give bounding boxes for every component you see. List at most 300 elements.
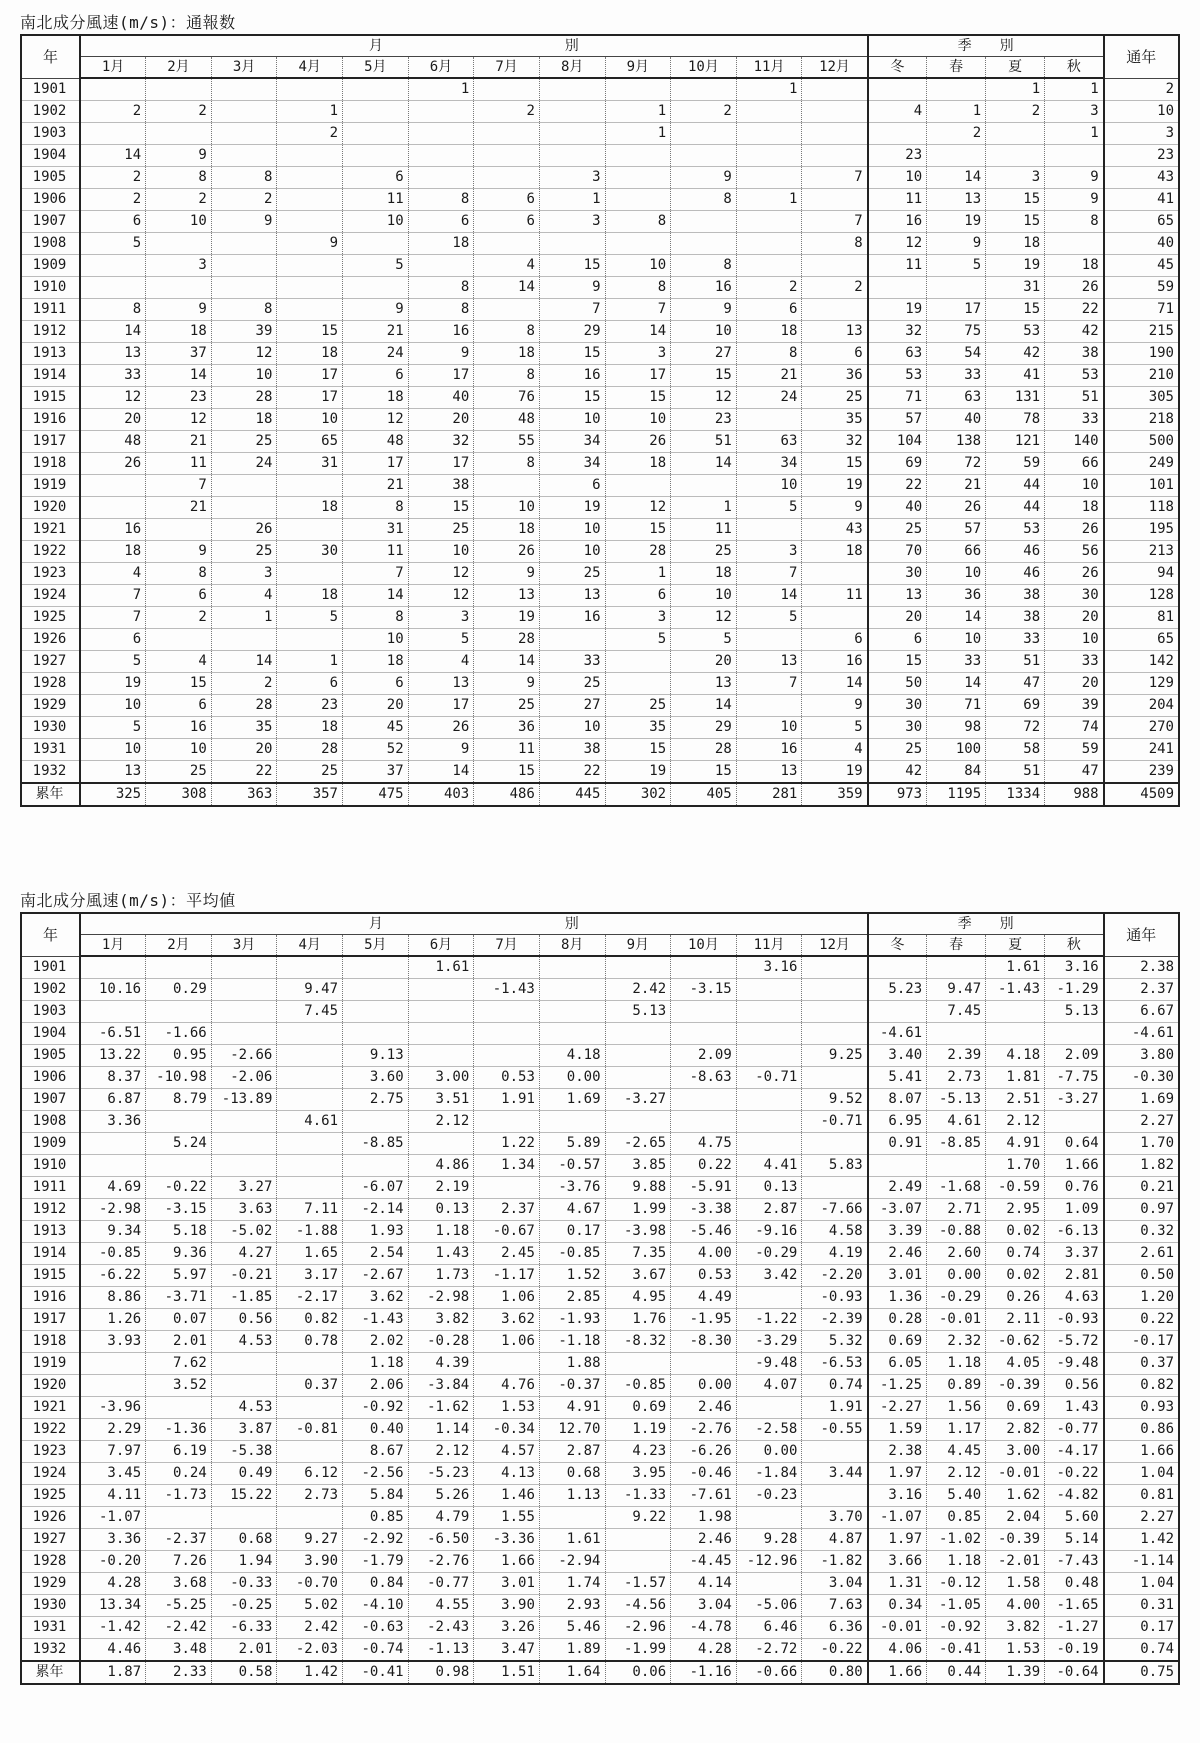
value-cell <box>211 277 277 299</box>
value-cell: 4.23 <box>605 1441 671 1463</box>
table-row <box>21 761 1179 784</box>
value-cell: -1.43 <box>343 1309 409 1331</box>
value-cell: 2.51 <box>986 1089 1045 1111</box>
value-cell: 363 <box>211 783 277 806</box>
value-cell: 9 <box>211 211 277 233</box>
value-cell <box>539 629 605 651</box>
value-cell: 56 <box>1045 541 1104 563</box>
value-cell: 15 <box>986 299 1045 321</box>
value-cell: -8.30 <box>671 1331 737 1353</box>
value-cell: -1.22 <box>736 1309 802 1331</box>
value-cell: 2.49 <box>868 1177 927 1199</box>
value-cell: 3.16 <box>868 1485 927 1507</box>
value-cell: -1.05 <box>927 1595 986 1617</box>
value-cell <box>605 475 671 497</box>
value-cell: 36 <box>927 585 986 607</box>
value-cell <box>146 233 212 255</box>
value-cell: 1.66 <box>474 1551 540 1573</box>
annual-cell: 204 <box>1104 695 1179 717</box>
value-cell <box>802 1023 868 1045</box>
value-cell: 3.66 <box>868 1551 927 1573</box>
value-cell: 8 <box>1045 211 1104 233</box>
value-cell: 1 <box>605 563 671 585</box>
value-cell: -0.01 <box>986 1463 1045 1485</box>
value-cell: 6 <box>802 343 868 365</box>
value-cell: 16 <box>80 519 146 541</box>
value-cell: 4.05 <box>986 1353 1045 1375</box>
value-cell: 10 <box>211 365 277 387</box>
value-cell: 11 <box>671 519 737 541</box>
column-header: 4月 <box>277 57 343 79</box>
column-header: 10月 <box>671 57 737 79</box>
value-cell: 6.19 <box>146 1441 212 1463</box>
value-cell: 18 <box>146 321 212 343</box>
value-cell: 3.60 <box>343 1067 409 1089</box>
value-cell: 4.13 <box>474 1463 540 1485</box>
annual-cell: 0.32 <box>1104 1221 1179 1243</box>
value-cell: 1.53 <box>986 1639 1045 1662</box>
value-cell: 0.69 <box>605 1397 671 1419</box>
mean-value-table <box>20 912 1180 1685</box>
table-row <box>21 1551 1179 1573</box>
value-cell: 281 <box>736 783 802 806</box>
value-cell: 2 <box>211 673 277 695</box>
value-cell: -0.85 <box>605 1375 671 1397</box>
value-cell: 2.12 <box>408 1111 474 1133</box>
value-cell: -10.98 <box>146 1067 212 1089</box>
value-cell: 1.06 <box>474 1287 540 1309</box>
value-cell: 76 <box>474 387 540 409</box>
value-cell: 32 <box>802 431 868 453</box>
value-cell: 1.93 <box>343 1221 409 1243</box>
value-cell <box>736 695 802 717</box>
year-cell: 1923 <box>21 1441 80 1463</box>
value-cell: -1.07 <box>868 1507 927 1529</box>
value-cell: 21 <box>146 431 212 453</box>
table-row <box>21 1287 1179 1309</box>
table-row <box>21 1243 1179 1265</box>
value-cell: 359 <box>802 783 868 806</box>
year-cell: 1927 <box>21 651 80 673</box>
value-cell <box>211 255 277 277</box>
year-cell: 1928 <box>21 1551 80 1573</box>
value-cell: 16 <box>671 277 737 299</box>
value-cell: 3.04 <box>671 1595 737 1617</box>
value-cell: 2 <box>474 101 540 123</box>
annual-cell: 190 <box>1104 343 1179 365</box>
value-cell: 11 <box>868 189 927 211</box>
annual-cell: 1.66 <box>1104 1441 1179 1463</box>
value-cell: 2 <box>277 123 343 145</box>
value-cell: 14 <box>927 607 986 629</box>
value-cell: -9.48 <box>1045 1353 1104 1375</box>
value-cell: 3.85 <box>605 1155 671 1177</box>
table-row <box>21 145 1179 167</box>
value-cell: -7.61 <box>671 1485 737 1507</box>
value-cell: 6 <box>408 211 474 233</box>
value-cell: 25 <box>605 695 671 717</box>
value-cell: -3.76 <box>539 1177 605 1199</box>
column-header: 1月 <box>80 935 146 957</box>
value-cell: 9.25 <box>802 1045 868 1067</box>
value-cell: 30 <box>1045 585 1104 607</box>
year-cell: 1932 <box>21 761 80 784</box>
value-cell: 10 <box>539 409 605 431</box>
value-cell: 30 <box>868 695 927 717</box>
value-cell: 29 <box>539 321 605 343</box>
value-cell: 55 <box>474 431 540 453</box>
value-cell <box>277 277 343 299</box>
value-cell <box>211 497 277 519</box>
value-cell: 5.89 <box>539 1133 605 1155</box>
value-cell: 9 <box>671 167 737 189</box>
value-cell: -1.73 <box>146 1485 212 1507</box>
value-cell: 19 <box>605 761 671 784</box>
value-cell: -0.41 <box>343 1661 409 1684</box>
value-cell <box>343 956 409 979</box>
annual-cell: 213 <box>1104 541 1179 563</box>
value-cell: -1.27 <box>1045 1617 1104 1639</box>
value-cell: 0.89 <box>927 1375 986 1397</box>
value-cell <box>211 1375 277 1397</box>
value-cell: 18 <box>80 541 146 563</box>
annual-cell: 71 <box>1104 299 1179 321</box>
value-cell: 2 <box>986 101 1045 123</box>
value-cell: 5.83 <box>802 1155 868 1177</box>
year-cell: 1909 <box>21 1133 80 1155</box>
value-cell: 37 <box>146 343 212 365</box>
value-cell: 3.63 <box>211 1199 277 1221</box>
value-cell <box>927 956 986 979</box>
value-cell: 0.00 <box>736 1441 802 1463</box>
value-cell: 3.17 <box>277 1265 343 1287</box>
value-cell <box>736 979 802 1001</box>
column-header: 9月 <box>605 57 671 79</box>
value-cell: 405 <box>671 783 737 806</box>
value-cell <box>408 1045 474 1067</box>
table-row <box>21 123 1179 145</box>
value-cell <box>539 233 605 255</box>
value-cell: 18 <box>343 651 409 673</box>
value-cell <box>802 1133 868 1155</box>
value-cell: 63 <box>736 431 802 453</box>
value-cell <box>605 956 671 979</box>
annual-cell: 2.61 <box>1104 1243 1179 1265</box>
value-cell: 4.18 <box>539 1045 605 1067</box>
annual-cell: -4.61 <box>1104 1023 1179 1045</box>
value-cell <box>277 189 343 211</box>
value-cell: 0.85 <box>343 1507 409 1529</box>
value-cell: 1.74 <box>539 1573 605 1595</box>
value-cell: 4.79 <box>408 1507 474 1529</box>
value-cell: 6 <box>146 585 212 607</box>
value-cell <box>211 101 277 123</box>
value-cell: -2.39 <box>802 1309 868 1331</box>
value-cell: -6.53 <box>802 1353 868 1375</box>
value-cell <box>146 956 212 979</box>
value-cell: 13 <box>736 651 802 673</box>
value-cell: 5 <box>927 255 986 277</box>
value-cell: 6.12 <box>277 1463 343 1485</box>
value-cell <box>986 145 1045 167</box>
value-cell: 25 <box>868 519 927 541</box>
value-cell: 4.06 <box>868 1639 927 1662</box>
table-row <box>21 1089 1179 1111</box>
value-cell: 8 <box>736 343 802 365</box>
value-cell: 42 <box>868 761 927 784</box>
value-cell: 4.67 <box>539 1199 605 1221</box>
table-row <box>21 1397 1179 1419</box>
value-cell: 2.02 <box>343 1331 409 1353</box>
value-cell: -0.81 <box>277 1419 343 1441</box>
value-cell: 6 <box>539 475 605 497</box>
value-cell: 2 <box>211 189 277 211</box>
value-cell: 8.86 <box>80 1287 146 1309</box>
value-cell <box>605 1551 671 1573</box>
value-cell: 31 <box>343 519 409 541</box>
table-row <box>21 277 1179 299</box>
season-group-header: 季 別 <box>868 913 1104 935</box>
value-cell: 1.61 <box>539 1529 605 1551</box>
annual-cell: 305 <box>1104 387 1179 409</box>
value-cell: 34 <box>736 453 802 475</box>
value-cell: 25 <box>277 761 343 784</box>
value-cell: 2 <box>80 189 146 211</box>
value-cell: 16 <box>539 365 605 387</box>
value-cell: 17 <box>605 365 671 387</box>
value-cell: 18 <box>671 563 737 585</box>
value-cell: -0.25 <box>211 1595 277 1617</box>
value-cell: -1.84 <box>736 1463 802 1485</box>
value-cell <box>736 1133 802 1155</box>
value-cell: 3.52 <box>146 1375 212 1397</box>
value-cell: 7 <box>802 167 868 189</box>
value-cell: -0.57 <box>539 1155 605 1177</box>
value-cell: 20 <box>408 409 474 431</box>
value-cell: 12 <box>146 409 212 431</box>
value-cell: 1.51 <box>474 1661 540 1684</box>
cumulative-row <box>21 783 1179 806</box>
value-cell: 2.75 <box>343 1089 409 1111</box>
value-cell: 5 <box>80 233 146 255</box>
value-cell: -5.91 <box>671 1177 737 1199</box>
annual-cell: 1.42 <box>1104 1529 1179 1551</box>
year-cell: 1904 <box>21 1023 80 1045</box>
value-cell <box>605 145 671 167</box>
year-cell: 1904 <box>21 145 80 167</box>
value-cell <box>671 78 737 101</box>
value-cell: 9 <box>408 343 474 365</box>
value-cell: 20 <box>1045 673 1104 695</box>
value-cell: 17 <box>277 387 343 409</box>
value-cell: 26 <box>80 453 146 475</box>
value-cell: 8.67 <box>343 1441 409 1463</box>
value-cell: 1.65 <box>277 1243 343 1265</box>
value-cell: 14 <box>211 651 277 673</box>
value-cell <box>277 519 343 541</box>
value-cell: 45 <box>343 717 409 739</box>
year-cell: 1931 <box>21 1617 80 1639</box>
value-cell: -2.65 <box>605 1133 671 1155</box>
value-cell <box>605 1529 671 1551</box>
table-row <box>21 497 1179 519</box>
column-header-row <box>21 935 1179 957</box>
value-cell: 2.42 <box>277 1617 343 1639</box>
value-cell: 23 <box>146 387 212 409</box>
value-cell: 14 <box>80 145 146 167</box>
value-cell: 11 <box>146 453 212 475</box>
value-cell: 5.84 <box>343 1485 409 1507</box>
value-cell: 17 <box>408 453 474 475</box>
value-cell: 20 <box>671 651 737 673</box>
value-cell: 2 <box>802 277 868 299</box>
value-cell: 0.37 <box>277 1375 343 1397</box>
value-cell <box>868 1155 927 1177</box>
value-cell: -1.18 <box>539 1331 605 1353</box>
value-cell <box>927 145 986 167</box>
annual-cell: 239 <box>1104 761 1179 784</box>
annual-cell: 3.80 <box>1104 1045 1179 1067</box>
value-cell: 1.43 <box>408 1243 474 1265</box>
value-cell: -2.76 <box>408 1551 474 1573</box>
value-cell: 4.07 <box>736 1375 802 1397</box>
year-cell: 1924 <box>21 585 80 607</box>
value-cell: 14 <box>408 761 474 784</box>
value-cell: 403 <box>408 783 474 806</box>
value-cell: 2.01 <box>146 1331 212 1353</box>
value-cell <box>605 167 671 189</box>
value-cell: 1 <box>1045 123 1104 145</box>
table-row <box>21 365 1179 387</box>
table-row <box>21 1529 1179 1551</box>
annual-cell: 218 <box>1104 409 1179 431</box>
value-cell: -0.66 <box>736 1661 802 1684</box>
value-cell: 7.45 <box>927 1001 986 1023</box>
annual-cell: 1.04 <box>1104 1463 1179 1485</box>
value-cell: -4.61 <box>868 1023 927 1045</box>
value-cell: 9 <box>474 563 540 585</box>
value-cell: -0.37 <box>539 1375 605 1397</box>
column-header: 春 <box>927 935 986 957</box>
value-cell: -0.21 <box>211 1265 277 1287</box>
value-cell: 14 <box>605 321 671 343</box>
annual-cell: 2.27 <box>1104 1507 1179 1529</box>
column-header: 7月 <box>474 57 540 79</box>
value-cell: 33 <box>927 651 986 673</box>
value-cell: 57 <box>868 409 927 431</box>
value-cell: 4.14 <box>671 1573 737 1595</box>
value-cell <box>605 1045 671 1067</box>
value-cell: 0.06 <box>605 1661 671 1684</box>
year-cell: 累年 <box>21 1661 80 1684</box>
table-row <box>21 1001 1179 1023</box>
value-cell: 8 <box>408 189 474 211</box>
value-cell: -1.07 <box>80 1507 146 1529</box>
value-cell: 41 <box>986 365 1045 387</box>
value-cell: -0.67 <box>474 1221 540 1243</box>
value-cell: 14 <box>671 695 737 717</box>
annual-cell: 2 <box>1104 78 1179 101</box>
value-cell: 0.13 <box>408 1199 474 1221</box>
value-cell <box>539 123 605 145</box>
annual-cell: -1.14 <box>1104 1551 1179 1573</box>
value-cell: 3 <box>1045 101 1104 123</box>
annual-cell: 1.70 <box>1104 1133 1179 1155</box>
value-cell: 13 <box>80 343 146 365</box>
value-cell: 1.64 <box>539 1661 605 1684</box>
value-cell <box>927 1023 986 1045</box>
value-cell: 3.47 <box>474 1639 540 1662</box>
column-header: 4月 <box>277 935 343 957</box>
value-cell: -1.66 <box>146 1023 212 1045</box>
value-cell: -0.01 <box>927 1309 986 1331</box>
value-cell: 2.33 <box>146 1661 212 1684</box>
value-cell: 13.22 <box>80 1045 146 1067</box>
value-cell: 14 <box>927 673 986 695</box>
value-cell: 39 <box>1045 695 1104 717</box>
value-cell: 3.68 <box>146 1573 212 1595</box>
value-cell: 47 <box>1045 761 1104 784</box>
value-cell: -7.66 <box>802 1199 868 1221</box>
table-row <box>21 1331 1179 1353</box>
value-cell <box>474 956 540 979</box>
value-cell <box>211 78 277 101</box>
value-cell: 3.62 <box>343 1287 409 1309</box>
year-cell: 1932 <box>21 1639 80 1662</box>
value-cell: 15 <box>671 761 737 784</box>
value-cell <box>671 475 737 497</box>
column-header: 11月 <box>736 935 802 957</box>
value-cell <box>474 1045 540 1067</box>
value-cell: 1.34 <box>474 1155 540 1177</box>
value-cell: -2.17 <box>277 1287 343 1309</box>
annual-cell: 0.17 <box>1104 1617 1179 1639</box>
column-header-row <box>21 57 1179 79</box>
value-cell: 33 <box>1045 651 1104 673</box>
value-cell: 1 <box>671 497 737 519</box>
value-cell: 4.87 <box>802 1529 868 1551</box>
value-cell: 1 <box>211 607 277 629</box>
value-cell <box>343 1023 409 1045</box>
value-cell: 26 <box>1045 563 1104 585</box>
value-cell: 28 <box>277 739 343 761</box>
value-cell: 0.69 <box>986 1397 1045 1419</box>
value-cell: 25 <box>408 519 474 541</box>
value-cell: 0.68 <box>539 1463 605 1485</box>
value-cell: 0.02 <box>986 1221 1045 1243</box>
month-group-header: 月 別 <box>80 913 868 935</box>
value-cell <box>80 255 146 277</box>
value-cell: 15 <box>671 365 737 387</box>
value-cell: -0.85 <box>539 1243 605 1265</box>
value-cell: 35 <box>605 717 671 739</box>
value-cell: 3.00 <box>986 1441 1045 1463</box>
value-cell: 25 <box>868 739 927 761</box>
value-cell: -0.41 <box>927 1639 986 1662</box>
value-cell <box>736 1111 802 1133</box>
year-cell: 1929 <box>21 695 80 717</box>
table-row <box>21 541 1179 563</box>
value-cell: 4.46 <box>80 1639 146 1662</box>
value-cell: 15 <box>605 739 671 761</box>
table-row <box>21 979 1179 1001</box>
value-cell: 4.11 <box>80 1485 146 1507</box>
cumulative-row <box>21 1661 1179 1684</box>
value-cell <box>868 277 927 299</box>
value-cell: -3.27 <box>605 1089 671 1111</box>
value-cell: 0.95 <box>146 1045 212 1067</box>
value-cell: 14 <box>343 585 409 607</box>
